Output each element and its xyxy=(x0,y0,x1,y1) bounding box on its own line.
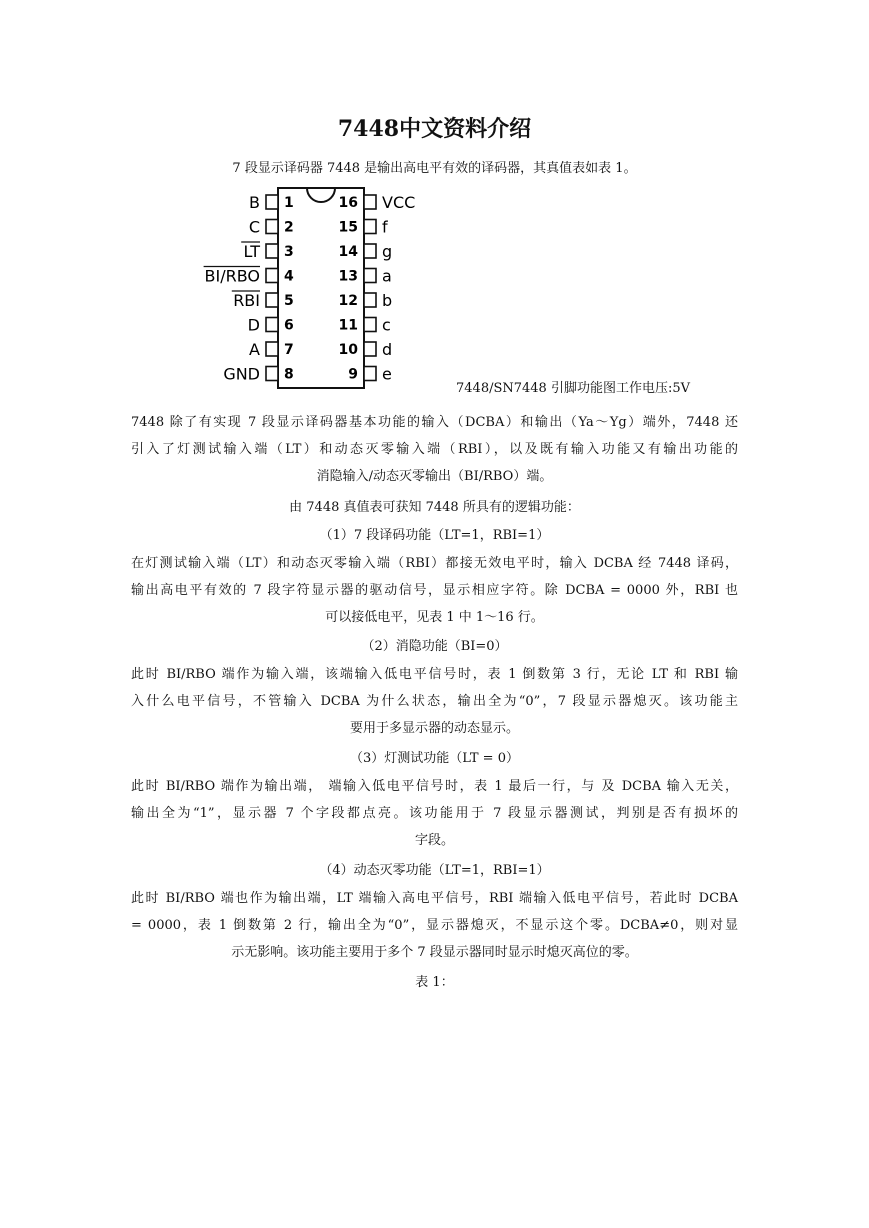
pin-6-number: 6 xyxy=(284,317,294,334)
para1-line2: 引入了灯测试输入端（LT）和动态灭零输入端（RBI），以及既有输入功能又有输出功能的 xyxy=(131,442,738,457)
pin-10-number: 10 xyxy=(338,342,358,358)
pin-7-label: A xyxy=(249,340,260,359)
pin-9-number: 9 xyxy=(348,366,358,383)
pin-2-box xyxy=(266,220,278,234)
pin-8-number: 8 xyxy=(284,366,294,383)
pin-4-number: 4 xyxy=(284,268,294,285)
para6-line3: 示无影响。该功能主要用于多个 7 段显示器同时显示时熄灭高位的零。 xyxy=(231,945,638,960)
pin-2-label: C xyxy=(248,217,260,237)
pin-13-number: 13 xyxy=(338,268,358,285)
pin-12-box xyxy=(364,293,376,307)
pin-5-box xyxy=(266,293,278,307)
heading-1: （1）7 段译码功能（LT=1，RBI=1） xyxy=(319,528,550,543)
pin-14-label: g xyxy=(382,242,393,261)
pin-8-box xyxy=(266,367,278,381)
pin-3-label: LT xyxy=(243,242,260,261)
pin-6-box xyxy=(266,318,278,332)
pin-13-box xyxy=(364,269,376,283)
para3-line1: 在灯测试输入端（LT）和动态灭零输入端（RBI）都接无效电平时，输入 DCBA 经 7448 译码， xyxy=(131,556,738,571)
pin-9-label: e xyxy=(382,364,392,384)
para6-line1: 此时 BI/RBO 端也作为输出端，LT 端输入高电平信号，RBI 端输入低电平信号，若此时 DCBA xyxy=(131,891,738,906)
pin-6-label: D xyxy=(247,315,260,335)
para4-line1: 此时 BI/RBO 端作为输入端，该端输入低电平信号时，表 1 倒数第 3 行，无论 LT 和 RBI 输 xyxy=(131,667,738,682)
pin-10-box xyxy=(364,342,376,356)
pin-10-label: d xyxy=(382,340,393,359)
pin-16-box xyxy=(364,195,376,209)
chip-caption: 7448/SN7448 引脚功能图工作电压:5V xyxy=(456,381,691,396)
pin-7-box xyxy=(266,342,278,356)
para5-line3: 字段。 xyxy=(414,833,454,848)
para3-line2: 输出高电平有效的 7 段字符显示器的驱动信号，显示相应字符。除 DCBA = 0000 外，RBI 也 xyxy=(131,583,738,598)
pin-15-box xyxy=(364,220,376,234)
pin-2-number: 2 xyxy=(284,219,294,236)
pin-16-label: VCC xyxy=(382,193,416,212)
pin-15-label: f xyxy=(382,217,388,237)
page-title: 7448中文资料介绍 xyxy=(337,116,532,142)
pin-3-box xyxy=(266,244,278,258)
para2: 由 7448 真值表可获知 7448 所具有的逻辑功能： xyxy=(289,500,580,515)
pin-1-number: 1 xyxy=(284,195,294,211)
heading-4: （4）动态灭零功能（LT=1，RBI=1） xyxy=(319,863,550,878)
pin-13-label: a xyxy=(382,266,392,286)
chip-body xyxy=(278,188,364,388)
heading-3: （3）灯测试功能（LT = 0） xyxy=(350,751,519,766)
pin-11-box xyxy=(364,318,376,332)
pin-15-number: 15 xyxy=(338,219,358,236)
pin-16-number: 16 xyxy=(338,195,358,211)
intro-text: 7 段显示译码器 7448 是输出高电平有效的译码器，其真值表如表 1。 xyxy=(232,161,637,176)
pin-14-box xyxy=(364,244,376,258)
pin-3-number: 3 xyxy=(284,244,294,260)
para4-line2: 入什么电平信号，不管输入 DCBA 为什么状态，输出全为“0”，7 段显示器熄灭。该功能主 xyxy=(131,694,738,709)
pin-1-box xyxy=(266,195,278,209)
pin-8-label: GND xyxy=(223,364,260,384)
heading-2: （2）消隐功能（BI=0） xyxy=(361,639,508,654)
pin-9-box xyxy=(364,367,376,381)
pin-7-number: 7 xyxy=(284,342,294,358)
para1-line1: 7448 除了有实现 7 段显示译码器基本功能的输入（DCBA）和输出（Ya～Yg）端外，7448 还 xyxy=(131,415,738,430)
pin-4-label: BI/RBO xyxy=(204,266,260,286)
pin-12-number: 12 xyxy=(338,293,358,309)
para5-line1: 此时 BI/RBO 端作为输出端， 端输入低电平信号时，表 1 最后一行，与 及 DCBA 输入无关， xyxy=(131,779,738,794)
pin-11-number: 11 xyxy=(338,317,358,334)
para3-line3: 可以接低电平，见表 1 中 1～16 行。 xyxy=(325,610,544,625)
pin-11-label: c xyxy=(382,315,391,335)
para1-line3: 消隐输入/动态灭零输出（BI/RBO）端。 xyxy=(316,469,553,484)
para5-line2: 输出全为“1”，显示器 7 个字段都点亮。该功能用于 7 段显示器测试，判别是否有损坏的 xyxy=(131,806,738,821)
para4-line3: 要用于多显示器的动态显示。 xyxy=(349,721,519,736)
pin-1-label: B xyxy=(249,193,260,212)
pin-14-number: 14 xyxy=(338,244,358,260)
pin-12-label: b xyxy=(382,291,393,310)
table-label: 表 1： xyxy=(415,975,454,990)
pin-4-box xyxy=(266,269,278,283)
pin-5-number: 5 xyxy=(284,293,294,309)
para6-line2: = 0000，表 1 倒数第 2 行，输出全为“0”，显示器熄灭，不显示这个零。DCBA≠0，则对显 xyxy=(131,918,738,933)
pin-5-label: RBI xyxy=(233,291,260,310)
pinout-diagram xyxy=(190,184,430,394)
